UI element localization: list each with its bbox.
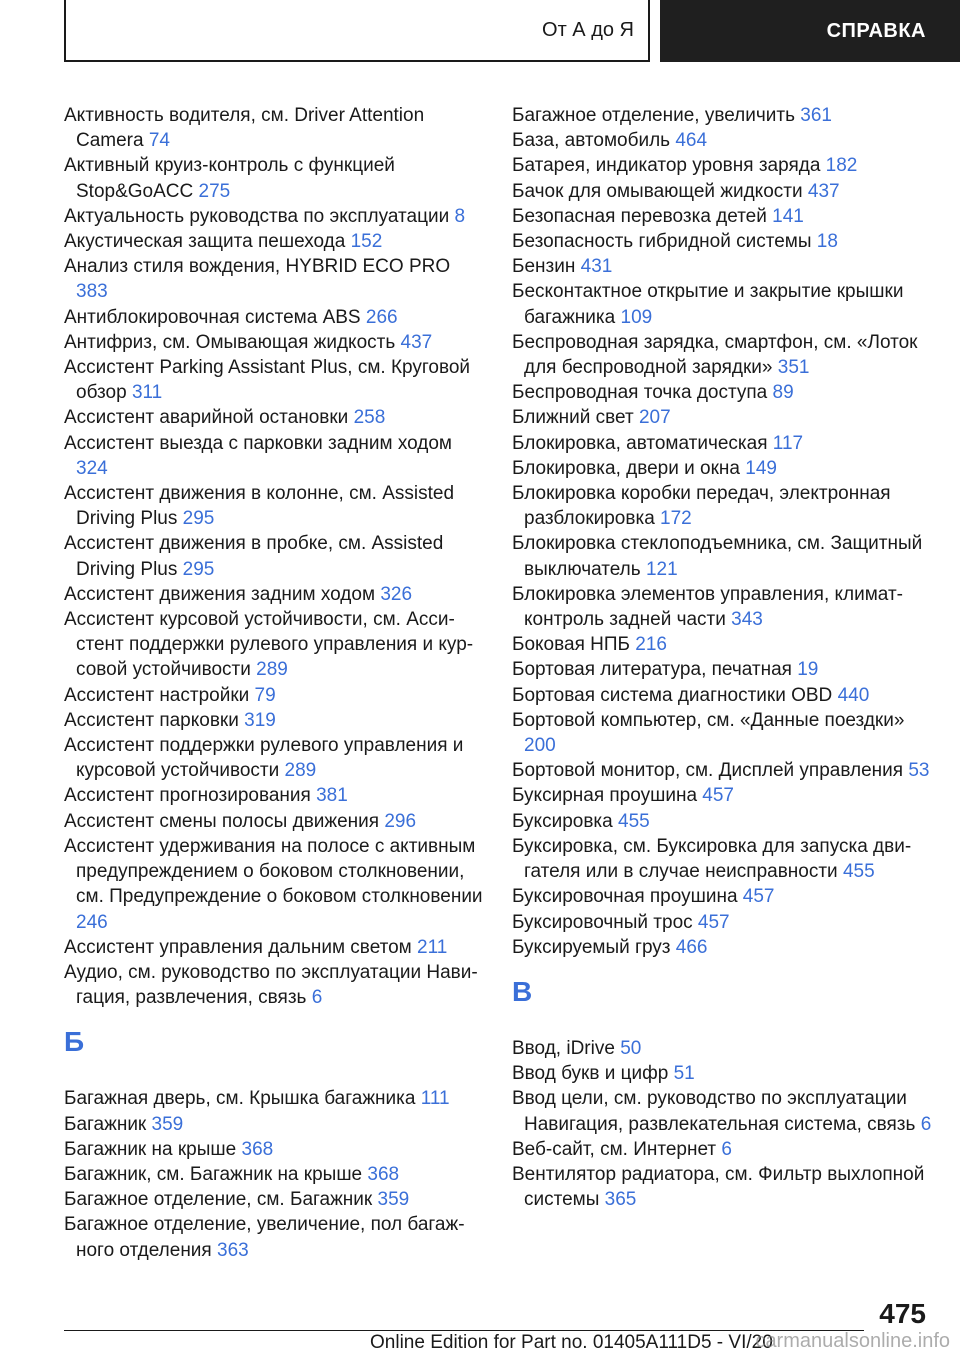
page-number: 475 (879, 1298, 926, 1329)
entry-text: Бортовая система диагностики OBD (512, 684, 833, 706)
page-link[interactable]: 172 (660, 508, 692, 530)
entries-b-left (64, 1086, 484, 1262)
page-link[interactable]: 74 (148, 130, 170, 152)
entry-text: Буксировка (512, 810, 613, 832)
entry-text: Ассистент смены полосы движения (64, 810, 380, 832)
page-link[interactable]: 53 (908, 760, 930, 782)
entry-text: Багажник на крыше (64, 1138, 237, 1160)
index-entry (512, 481, 932, 531)
entry-text: Багажник, см. Багажник на крыше (64, 1163, 363, 1185)
index-entry (64, 254, 484, 304)
index-entry (512, 1086, 932, 1136)
entry-text: Ближний свет (512, 407, 634, 429)
entry-text: Бесконтактное открытие и закрытие крышки багажника (512, 281, 904, 328)
index-entry (64, 783, 484, 808)
page-link[interactable]: 216 (635, 634, 667, 656)
entry-text: Ассистент движения в колонне, см. Assisted Driving Plus (64, 483, 455, 530)
footer-edition: Online Edition for Part no. 01405A111D5 - VI/20 (370, 1332, 773, 1353)
page-link[interactable]: 440 (837, 684, 870, 706)
index-entry (512, 330, 932, 380)
entry-text: База, автомобиль (512, 130, 671, 152)
page-link[interactable]: 121 (645, 558, 678, 580)
entry-text: Блокировка, автоматическая (512, 432, 768, 454)
entry-text: Ассистент управления дальним светом (64, 936, 412, 958)
entry-text: Беспроводная зарядка, смартфон, см. «Лоток для беспроводной зарядки» (512, 331, 918, 379)
index-entry (64, 355, 484, 405)
page-link[interactable]: 50 (620, 1037, 642, 1059)
index-entry (512, 531, 932, 581)
index-entry (512, 103, 932, 128)
entry-text: Беспроводная точка доступа (512, 382, 768, 404)
page-link[interactable]: 455 (618, 810, 650, 832)
index-entry (64, 683, 484, 708)
index-entry (64, 708, 484, 733)
index-entry (512, 935, 932, 960)
index-entry (512, 683, 932, 708)
index-entry (512, 1061, 932, 1086)
index-entry (64, 1162, 484, 1187)
page-link[interactable]: 343 (731, 609, 763, 631)
entry-text: Аудио, см. руководство по эксплуатации Навигация, развлечения, связь (64, 961, 478, 1009)
page-link[interactable]: 89 (772, 382, 794, 404)
index-entry (64, 531, 484, 581)
page-link[interactable]: 289 (284, 760, 317, 782)
page-link[interactable]: 6 (311, 987, 323, 1009)
page-link[interactable]: 368 (367, 1163, 400, 1185)
index-entry (64, 153, 484, 203)
index-entry (512, 229, 932, 254)
index-entry (512, 431, 932, 456)
index-entry (512, 254, 932, 279)
entry-text: Анализ стиля вождения, HYBRID ECO PRO (64, 256, 451, 278)
entry-text: Ассистент настройки (64, 684, 250, 706)
page-link[interactable]: 111 (420, 1088, 450, 1110)
page-link[interactable]: 109 (620, 306, 653, 328)
entry-text: Вентилятор радиатора, см. Фильтр выхлопной системы (512, 1163, 925, 1211)
entries-v (512, 1036, 932, 1212)
entry-text: Буксировочная проушина (512, 886, 738, 908)
entry-text: Ассистент аварийной остановки (64, 407, 349, 429)
entry-text: Активный круиз-контроль с функцией Stop&GoACC (64, 155, 395, 202)
page-link[interactable]: 266 (365, 306, 398, 328)
entry-text: Безопасная перевозка детей (512, 205, 767, 227)
index-entry (64, 1212, 484, 1262)
index-entry (64, 229, 484, 254)
section-title: От А до Я (542, 18, 634, 41)
page-link[interactable]: 117 (772, 432, 804, 454)
index-entry (512, 834, 932, 884)
index-entry (512, 456, 932, 481)
page-link[interactable]: 359 (151, 1113, 184, 1135)
entry-text: Багажная дверь, см. Крышка багажника (64, 1088, 416, 1110)
index-entry (64, 935, 484, 960)
page-link[interactable]: 383 (76, 281, 108, 303)
page-link[interactable]: 324 (76, 457, 108, 479)
index-entry (64, 1187, 484, 1212)
index-entry (512, 204, 932, 229)
page-link[interactable]: 149 (745, 457, 777, 479)
index-entry (512, 1137, 932, 1162)
page-link[interactable]: 152 (350, 231, 383, 253)
index-entry (512, 179, 932, 204)
entry-text: Ввод, iDrive (512, 1037, 615, 1059)
index-entry (64, 1112, 484, 1137)
index-entry (512, 657, 932, 682)
page-link[interactable]: 457 (697, 911, 730, 933)
index-entry (64, 431, 484, 481)
entry-text: Веб-сайт, см. Интернет (512, 1138, 717, 1160)
section-tab (64, 0, 650, 62)
entry-text: Ассистент удерживания на полосе с активным предупреждением о боковом столкновении, см. Предупреждение о боковом столкновении (64, 835, 483, 908)
index-entry (64, 960, 484, 1010)
watermark: carmanualsonline.info (755, 1330, 950, 1352)
index-entry (512, 884, 932, 909)
index-entry (64, 330, 484, 355)
page-link[interactable]: 6 (920, 1113, 932, 1135)
entry-text: Буксировочный трос (512, 911, 693, 933)
letter-heading-b: Б (64, 1026, 85, 1058)
entry-text: Бензин (512, 256, 576, 278)
chapter-title: СПРАВКА (826, 19, 926, 42)
index-entry (512, 1036, 932, 1061)
index-entry (512, 1162, 932, 1212)
index-entry (512, 279, 932, 329)
page-link[interactable]: 359 (377, 1189, 410, 1211)
page-link[interactable]: 457 (702, 785, 734, 807)
letter-heading-v: В (512, 975, 533, 1007)
page-link[interactable]: 6 (721, 1138, 732, 1160)
index-entry (512, 153, 932, 178)
page-link[interactable]: 200 (524, 735, 556, 757)
page-link[interactable]: 326 (380, 583, 413, 605)
page-link[interactable]: 457 (742, 886, 775, 908)
index-entry (512, 910, 932, 935)
entry-text: Бортовая литература, печатная (512, 659, 792, 681)
index-entry (512, 783, 932, 808)
index-entry (64, 103, 484, 153)
entries-a (64, 103, 484, 1010)
entry-text: Ввод цели, см. руководство по эксплуатации Навигация, развлекательная система, связь (512, 1088, 916, 1135)
page-link[interactable]: 18 (816, 231, 838, 253)
page-link[interactable]: 368 (241, 1138, 274, 1160)
entry-text: Блокировка элементов управления, климат-контроль задней части (512, 583, 903, 631)
index-entry (64, 1086, 484, 1111)
chapter-tab (660, 0, 960, 62)
footer-rule (64, 1330, 864, 1331)
entry-text: Ассистент прогнозирования (64, 785, 311, 807)
entry-text: Ассистент парковки (64, 709, 239, 731)
entry-text: Блокировка, двери и окна (512, 457, 740, 479)
index-entry (64, 405, 484, 430)
page-link[interactable]: 361 (800, 105, 832, 126)
entry-text: Актуальность руководства по эксплуатации (64, 205, 450, 227)
page-link[interactable]: 275 (198, 180, 231, 202)
entry-text: Антифриз, см. Омывающая жидкость (64, 331, 396, 353)
index-entry (64, 582, 484, 607)
index-entry (64, 733, 484, 783)
entry-text: Багажное отделение, см. Багажник (64, 1189, 373, 1211)
index-entry (64, 809, 484, 834)
page-link[interactable]: 207 (638, 407, 671, 429)
page-link[interactable]: 182 (825, 155, 858, 177)
entry-text: Акустическая защита пешехода (64, 231, 346, 253)
page-link[interactable]: 211 (417, 936, 448, 958)
page-link[interactable]: 363 (217, 1239, 249, 1261)
entry-text: Батарея, индикатор уровня заряда (512, 155, 821, 177)
index-entry (64, 204, 484, 229)
index-column-right (512, 103, 932, 1212)
index-entry (512, 405, 932, 430)
index-entry (512, 632, 932, 657)
index-entry (64, 481, 484, 531)
page-link[interactable]: 431 (580, 256, 613, 278)
page-link[interactable]: 289 (256, 659, 288, 681)
entry-text: Ассистент движения задним ходом (64, 583, 376, 605)
index-entry (512, 380, 932, 405)
entry-text: Буксируемый груз (512, 936, 671, 958)
page-link[interactable]: 51 (673, 1063, 695, 1085)
page-link[interactable]: 295 (182, 508, 215, 530)
page-link[interactable]: 295 (182, 558, 215, 580)
entry-text: Буксирная проушина (512, 785, 698, 807)
entry-text: Багажное отделение, увеличить (512, 105, 795, 126)
entry-text: Бортовой компьютер, см. «Данные поездки» (512, 709, 905, 731)
entry-text: Ассистент поддержки рулевого управления и курсовой устойчивости (64, 735, 464, 782)
page-link[interactable]: 437 (400, 331, 433, 353)
page-link[interactable]: 437 (807, 180, 840, 202)
index-entry (512, 708, 932, 758)
page-link[interactable]: 19 (797, 659, 819, 681)
page-link[interactable]: 319 (244, 709, 276, 731)
entry-text: Бачок для омывающей жидкости (512, 180, 803, 202)
page-link[interactable]: 8 (454, 205, 466, 227)
index-entry (64, 1137, 484, 1162)
page-link[interactable]: 365 (604, 1189, 637, 1211)
index-entry (64, 834, 484, 935)
page-link[interactable]: 311 (131, 382, 163, 404)
entry-text: Ассистент движения в пробке, см. Assisted Driving Plus (64, 533, 444, 580)
page-link[interactable]: 79 (254, 684, 276, 706)
page-link[interactable]: 455 (842, 861, 875, 883)
page-link[interactable]: 381 (316, 785, 348, 807)
entry-text: Боковая НПБ (512, 634, 630, 656)
entry-text: Ассистент курсовой устойчивости, см. Ассистент поддержки рулевого управления и курсовой устойчивости (64, 609, 474, 681)
entry-text: Ассистент выезда с парковки задним ходом (64, 432, 452, 454)
entry-text: Антиблокировочная система ABS (64, 306, 361, 328)
entry-text: Блокировка коробки передач, электронная разблокировка (512, 483, 891, 530)
index-entry (512, 758, 932, 783)
page-link[interactable]: 141 (772, 205, 804, 227)
entry-text: Безопасность гибридной системы (512, 231, 812, 253)
entry-text: Активность водителя, см. Driver Attention Camera (64, 105, 425, 152)
index-entry (64, 305, 484, 330)
entry-text: Ввод букв и цифр (512, 1063, 669, 1085)
index-entry (512, 809, 932, 834)
page-link[interactable]: 258 (353, 407, 386, 429)
index-entry (512, 582, 932, 632)
index-entry (64, 607, 484, 683)
entry-text: Бортовой монитор, см. Дисплей управления (512, 760, 904, 782)
entry-text: Багажник (64, 1113, 147, 1135)
page-link[interactable]: 246 (76, 911, 108, 933)
entry-text: Блокировка стеклоподъемника, см. Защитный выключатель (512, 533, 923, 580)
page-link[interactable]: 464 (675, 130, 708, 152)
page-link[interactable]: 296 (384, 810, 417, 832)
entry-text: Ассистент Parking Assistant Plus, см. Круговой обзор (64, 357, 471, 404)
entry-text: Багажное отделение, увеличение, пол багажного отделения (64, 1214, 465, 1261)
page-link[interactable]: 351 (777, 357, 810, 379)
page-link[interactable]: 466 (675, 936, 708, 958)
index-entry (512, 128, 932, 153)
index-column-left (64, 103, 484, 1263)
entries-b-right (512, 103, 932, 960)
entry-text: Буксировка, см. Буксировка для запуска двигателя или в случае неисправности (512, 835, 912, 883)
